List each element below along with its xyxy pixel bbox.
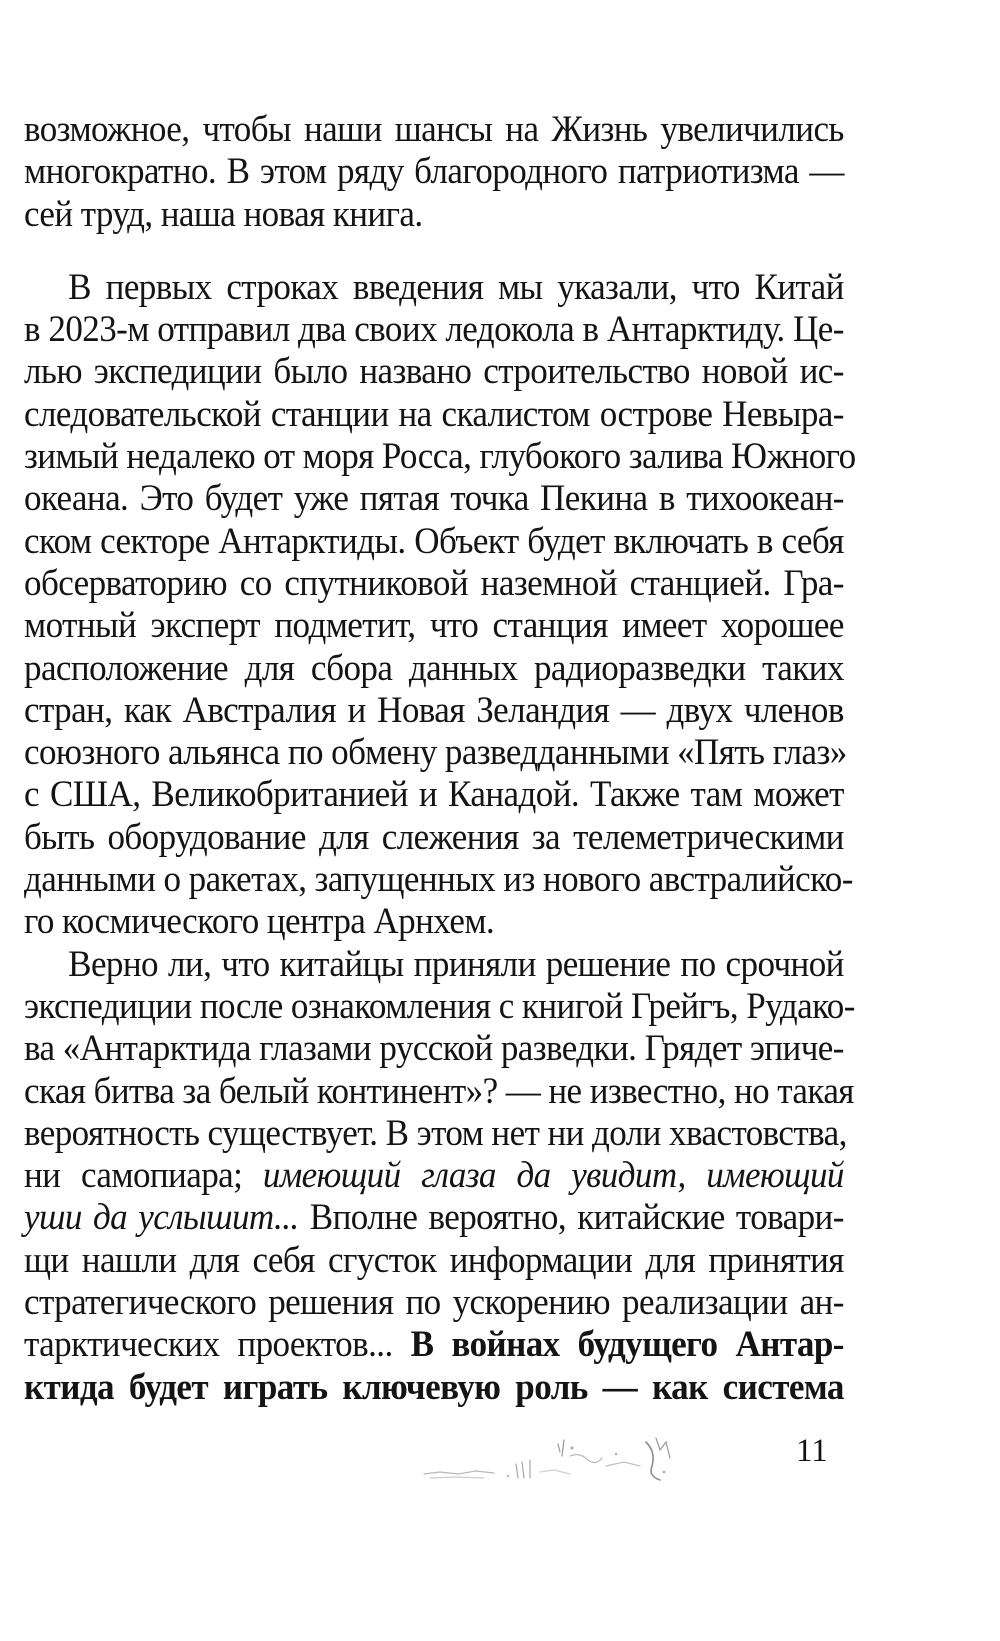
text-line: Верно ли, что китайцы приняли решение по срочной [68,942,844,984]
text-line: союзного альянса по обмену разведданными «Пять глаз» [24,731,847,773]
bold-emphasis: В войнах будущего Антар- [410,1323,844,1365]
italic-quote: уши да услышит... [24,1196,299,1238]
text-line [24,1154,844,1196]
text-line: данными о ракетах, запущенных из нового австралийско- [24,858,853,900]
text-line [24,1323,844,1365]
text-line: ва «Антарктида глазами русской разведки. Грядет эпиче- [24,1027,844,1069]
paragraph-spacer [24,235,844,266]
text-line: мотный эксперт подметит, что станция имеет хорошее [24,604,844,646]
text-line: го космического центра Арнхем. [24,900,495,942]
text-line: вероятность существует. В этом нет ни доли хвастовства, [24,1111,847,1153]
text-line: многократно. В этом ряду благородного патриотизма — [24,150,844,192]
paragraph-1 [24,108,844,235]
text-line: стратегического решения по ускорению реализации ан- [24,1281,844,1323]
text-line: экспедиции после ознакомления с книгой Грейгъ, Рудако- [24,984,855,1026]
plain-text: Вполне вероятно, китайские товари- [298,1196,844,1238]
page-number: 11 [796,1433,828,1469]
text-line: обсерваторию со спутниковой наземной станцией. Гра- [24,561,844,603]
text-line: щи нашли для себя сгусток информации для принятия [24,1238,844,1280]
text-line: океана. Это будет уже пятая точка Пекина в тихоокеан- [24,477,844,519]
text-line: В первых строках введения мы указали, что Китай [68,265,844,307]
document-page [24,108,856,1408]
plain-text: ни самопиара; [24,1154,263,1196]
text-line: ская битва за белый континент»? — не известно, но такая [24,1069,854,1111]
bold-emphasis: ктида будет играть ключевую роль — как система [24,1365,844,1407]
text-line [24,1366,844,1408]
text-line: расположение для сбора данных радиоразведки таких [24,646,844,688]
text-line: с США, Великобританией и Канадой. Также там может [24,773,844,815]
plain-text: тарктических проектов... [24,1323,411,1365]
text-line: в 2023-м отправил два своих ледокола в Антарктиду. Це- [24,308,844,350]
text-line [24,1196,844,1238]
text-line: зимый недалеко от моря Росса, глубокого залива Южного [24,435,856,477]
text-line: лью экспедиции было названо строительство новой ис- [24,350,844,392]
italic-quote: имеющий глаза да увидит, имеющий [262,1154,844,1196]
text-line: следовательской станции на скалистом острове Невыра- [24,392,844,434]
paragraph-2 [24,265,856,943]
paragraph-3 [24,942,855,1408]
text-line: возможное, чтобы наши шансы на Жизнь увеличились [24,108,844,149]
text-line: сей труд, наша новая книга. [24,192,423,234]
text-line: быть оборудование для слежения за телеметрическими [24,815,844,857]
scan-artifact-mark [420,1432,710,1492]
text-line: стран, как Австралия и Новая Зеландия — двух членов [24,688,844,730]
text-line: ском секторе Антарктиды. Объект будет включать в себя [24,519,844,561]
